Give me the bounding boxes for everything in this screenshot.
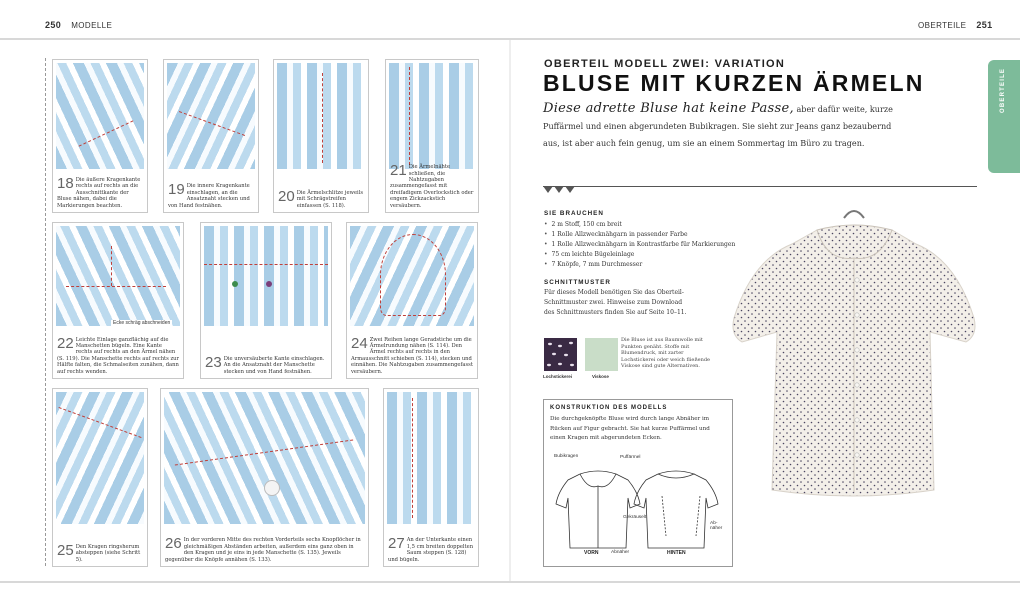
label-dart-front: Abnäher [611,550,630,555]
list-item: • 1 Rolle Allzwecknähgarn in Kontrastfarbe für Markierungen [544,240,735,250]
step-22-caption: 22 Leichte Einlage ganzflächig auf die Manschetten bügeln. Eine Kante rechts auf rechts an den Ärmel nähen (S. 119). Die Manschette rechts auf rechts zur Hälfte falten, die Schmalseiten zunähen, dann auf rechts wenden. [57,334,180,375]
triangle-icon [565,186,575,193]
button-icon [264,480,280,496]
intro-rest: aber dafür weite, kurze Puffärmel und einen abgerundeten Bubikragen. Sie sieht zur Jeans ganz bezaubernd aus, ist aber auch fein genug, um sie an einem Sommertag im Büro zu tragen. [543,104,893,148]
pattern-text: Für dieses Modell benötigen Sie das Oberteil-Schnittmuster zwei. Hinweise zum Download des Schnittmusters finden Sie auf Seite 10–11. [544,289,687,316]
pattern-heading: SCHNITTMUSTER [544,279,611,286]
label-gathers: Gekräuselt [623,515,647,520]
fabric-label-lochstickerei: Lochstickerei [543,374,573,379]
step-26 [160,388,369,567]
list-item: • 1 Rolle Allzwecknähgarn in passender Farbe [544,230,735,240]
construction-text: Die durchgeknöpfte Bluse wird durch lange Abnäher im Rücken auf Figur gebracht. Sie hat kurze Puffärmel und einen Kragen mit abgerundeten Ecken. [550,416,710,441]
subtitle: OBERTEIL MODELL ZWEI: VARIATION [544,58,786,70]
triangle-icon [554,186,564,193]
step-23 [200,222,332,379]
step-25 [52,388,148,567]
list-item: • 75 cm leichte Bügeleinlage [544,250,735,260]
step-19-caption: 19 Die innere Kragenkante einschlagen, an die Ansatznaht stecken und von Hand festnähen. [168,181,250,209]
step-26-caption: 26 In der vorderen Mitte des rechten Vorderteils sechs Knopflöcher in gleichmäßigen Abständen arbeiten, außerdem eins ganz oben in den Kragen und je eins in jede Manschette (S. 135). Jeweils gegenüber die Knöpfe annähen (S. 133). [165,535,361,563]
section-tab [988,60,1020,173]
step-27-caption: 27 An der Unterkante einen 1,5 cm breiten doppelten Saum steppen (S. 128) und bügeln. [388,535,474,563]
right-section-title: OBERTEILE [918,21,967,30]
needs-list [544,220,735,270]
step-26-photo [164,392,365,524]
step-20 [273,59,369,213]
right-page-number: 251 [976,20,993,30]
cut-line [45,58,46,566]
step-18 [52,59,148,213]
step-23-photo [204,226,328,326]
step-21-caption: 21 Die Ärmelnähte schließen, die Nahtzugaben zusammengefasst mit dreifadigem Overlockstich oder engem Zickzackstich versäubern. [390,162,474,209]
page-gutter [509,40,511,581]
label-front: VORN [584,550,599,556]
step-22 [52,222,184,379]
step-19 [163,59,259,213]
intro-script: Diese adrette Bluse hat keine Passe, [543,101,794,116]
fabric-swatch-viskose [585,338,618,371]
step-20-photo [277,63,365,169]
construction-heading: KONSTRUKTION DES MODELLS [550,405,668,411]
step-25-caption: 25 Den Kragen ringsherum absteppen (siehe Schritt 5). [57,541,141,563]
step-19-photo [167,63,255,169]
step-18-photo [56,63,144,169]
fabric-label-viskose: Viskose [592,374,609,379]
left-running-header [45,20,112,30]
label-back: HINTEN [667,550,686,556]
left-page-number: 250 [45,20,62,30]
step-27-photo [387,392,475,524]
step-22-photo [56,226,180,326]
step-24-caption: 24 Zwei Reihen lange Geradstiche um die Ärmelrundung nähen (S. 114). Den Ärmel rechts auf rechts in den Armausschnitt schieben (S. 114), stecken und einnähen. Die Nahtzugaben zusammengefasst versäubern. [351,334,473,375]
label-sleeve: Puffärmel [620,455,641,460]
construction-box [543,399,733,567]
right-running-header [918,20,993,30]
step-18-caption: 18 Die äußere Kragenkante rechts auf rechts an die Ausschnittkante der Bluse nähen, dabei die Markierungen beachten. [57,174,141,209]
fabric-swatch-lochstickerei [544,338,577,371]
step-23-caption: 23 Die unversäuberte Kante einschlagen. An die Ansatznaht der Manschette stecken und von Hand festnähen. [205,353,325,375]
step-24 [346,222,478,379]
needs-heading: SIE BRAUCHEN [544,210,604,217]
step-20-caption: 20 Die Ärmelschlitze jeweils mit Schrägstreifen einfassen (S. 118). [278,187,364,209]
label-dart-back: Ab- näher [710,521,723,531]
step-21-photo [389,63,475,169]
bottom-rule [0,581,1020,583]
pin-icon [266,281,272,287]
list-item: • 2 m Stoff, 150 cm breit [544,220,735,230]
list-item: • 7 Knöpfe, 7 mm Durchmesser [544,260,735,270]
divider-triangles [543,184,977,194]
construction-diagram [550,456,726,556]
step-22-callout: Ecke schräg abschneiden [113,320,171,326]
step-24-photo [350,226,474,326]
label-collar: Bubikragen [554,454,579,459]
blouse-photo [722,200,987,500]
left-section-title: MODELLE [71,21,113,30]
page-title: BLUSE MIT KURZEN ÄRMELN [543,70,925,96]
step-21 [385,59,479,213]
step-27 [383,388,479,567]
intro-text [543,100,903,152]
fabric-text: Die Bluse ist aus Baumwolle mit Punkten genäht. Stoffe mit Blumendruck, mit zarter Lochstickerei oder weich fließende Viskose sind gute Alternativen. [621,337,711,370]
section-tab-label: OBERTEILE [1000,67,1006,113]
triangle-icon [543,186,553,193]
pin-icon [232,281,238,287]
step-25-photo [56,392,144,524]
